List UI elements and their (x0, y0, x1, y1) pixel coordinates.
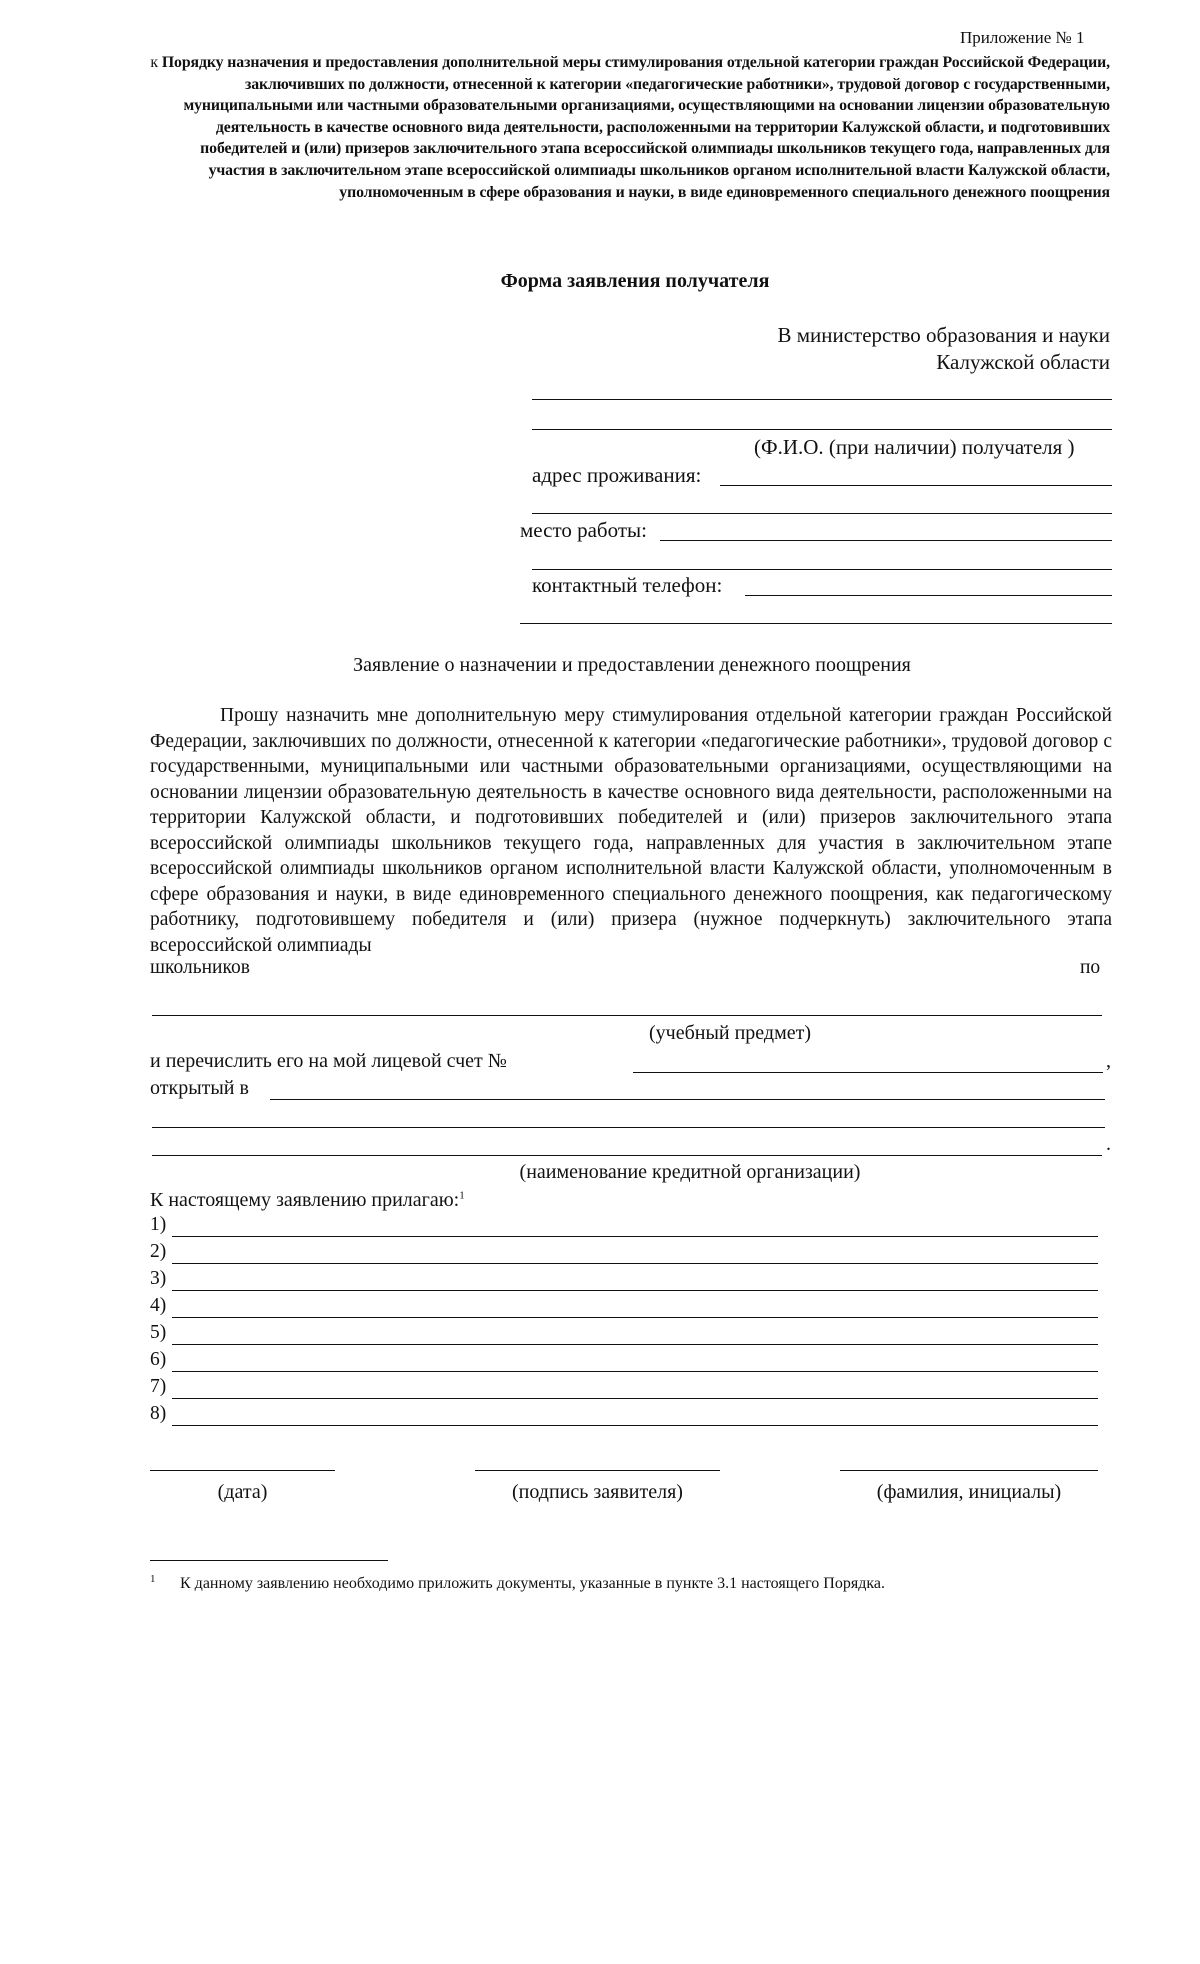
phone-label: контактный телефон: (532, 573, 723, 597)
bank-field-line-3[interactable] (152, 1155, 1102, 1156)
footnote-reference: 1 (459, 1189, 465, 1202)
bank-period: . (1106, 1133, 1111, 1155)
appendix-k: к (150, 54, 158, 71)
applicant-name-line-1[interactable] (532, 399, 1112, 400)
phone-field[interactable] (745, 595, 1112, 596)
attachment-line-5[interactable] (172, 1344, 1098, 1345)
attachment-line-8[interactable] (172, 1425, 1098, 1426)
attachments-label (150, 1189, 465, 1212)
attachment-line-7[interactable] (172, 1398, 1098, 1399)
attachment-item-2: 2) (150, 1241, 167, 1262)
statement-body-last-word: школьников (150, 957, 250, 978)
statement-body-subject-prefix: по (1080, 957, 1101, 978)
recipient-line-2: Калужской области (936, 350, 1110, 374)
attachment-item-3: 3) (150, 1268, 167, 1289)
phone-field-line-2[interactable] (520, 623, 1112, 624)
attachment-item-1: 1) (150, 1214, 167, 1235)
subject-field[interactable] (152, 1015, 1102, 1016)
footnote-divider (150, 1560, 388, 1561)
form-title: Форма заявления получателя (500, 270, 770, 292)
account-comma: , (1106, 1050, 1111, 1072)
name-initials-caption: (фамилия, инициалы) (876, 1481, 1062, 1503)
attachment-line-2[interactable] (172, 1263, 1098, 1264)
footnote-mark: 1 (150, 1573, 156, 1585)
address-field[interactable] (720, 485, 1112, 486)
address-field-line-2[interactable] (532, 513, 1112, 514)
attachment-line-6[interactable] (172, 1371, 1098, 1372)
name-initials-field[interactable] (840, 1470, 1098, 1471)
bank-field[interactable] (270, 1099, 1105, 1100)
workplace-label: место работы: (520, 518, 647, 542)
bank-caption: (наименование кредитной организации) (519, 1161, 861, 1183)
attachment-line-1[interactable] (172, 1236, 1098, 1237)
attachment-item-8: 8) (150, 1403, 167, 1424)
date-field[interactable] (150, 1470, 335, 1471)
workplace-field-line-2[interactable] (532, 569, 1112, 570)
attachment-item-6: 6) (150, 1349, 167, 1370)
opened-in-label: открытый в (150, 1077, 249, 1099)
bank-field-line-2[interactable] (152, 1127, 1105, 1128)
statement-body: Прошу назначить мне дополнительную меру стимулирования отдельной категории граждан Российской Федерации, заключивших по должности, отнесенной к категории «педагогические работники», трудовой договор с государственными, муниципальными или частными образовательными организациями, осуществляющими на основании лицензии образовательную деятельность в качестве основного вида деятельности, расположенными на территории Калужской области, и подготовивших победителей и (или) призеров заключительного этапа всероссийской олимпиады школьников текущего года, направленных для участия в заключительном этапе всероссийской олимпиады школьников органом исполнительной власти Калужской области, уполномоченным в сфере образования и науки, в виде единовременного специального денежного поощрения, как педагогическому работнику, подготовившему победителя и (или) призера (нужное подчеркнуть) заключительного этапа всероссийской олимпиады (150, 705, 1112, 956)
date-caption: (дата) (217, 1481, 268, 1503)
attachment-line-3[interactable] (172, 1290, 1098, 1291)
subject-caption: (учебный предмет) (648, 1022, 812, 1044)
account-label: и перечислить его на мой лицевой счет № (150, 1050, 507, 1072)
attachment-item-7: 7) (150, 1376, 167, 1397)
attachment-line-4[interactable] (172, 1317, 1098, 1318)
applicant-name-line-2[interactable] (532, 429, 1112, 430)
appendix-description-text: Порядку назначения и предоставления дополнительной меры стимулирования отдельной категории граждан Российской Федерации, заключивших по должности, отнесенной к категории «педагогические работники», трудовой договор с государственными, муниципальными или частными образовательными организациями, осуществляющими на основании лицензии образовательную деятельность в качестве основного вида деятельности, расположенными на территории Калужской области, и подготовивших победителей и (или) призеров заключительного этапа всероссийской олимпиады школьников текущего года, направленных для участия в заключительном этапе всероссийской олимпиады школьников органом исполнительной власти Калужской области, уполномоченным в сфере образования и науки, в виде единовременного специального денежного поощрения (161, 54, 1110, 201)
fio-caption: (Ф.И.О. (при наличии) получателя ) (754, 435, 1075, 459)
signature-field[interactable] (475, 1470, 720, 1471)
footnote-text: К данному заявлению необходимо приложить документы, указанные в пункте 3.1 настоящего Порядка. (180, 1575, 885, 1592)
attachments-label-text: К настоящему заявлению прилагаю: (150, 1189, 460, 1211)
attachment-item-5: 5) (150, 1322, 167, 1343)
address-label: адрес проживания: (532, 463, 702, 487)
recipient-line-1: В министерство образования и науки (777, 323, 1110, 347)
appendix-description (150, 52, 1110, 203)
account-number-field[interactable] (633, 1072, 1103, 1073)
appendix-number: Приложение № 1 (960, 28, 1085, 47)
attachment-item-4: 4) (150, 1295, 167, 1316)
signature-caption: (подпись заявителя) (512, 1481, 683, 1503)
workplace-field[interactable] (660, 540, 1112, 541)
statement-heading: Заявление о назначении и предоставлении денежного поощрения (353, 654, 911, 676)
